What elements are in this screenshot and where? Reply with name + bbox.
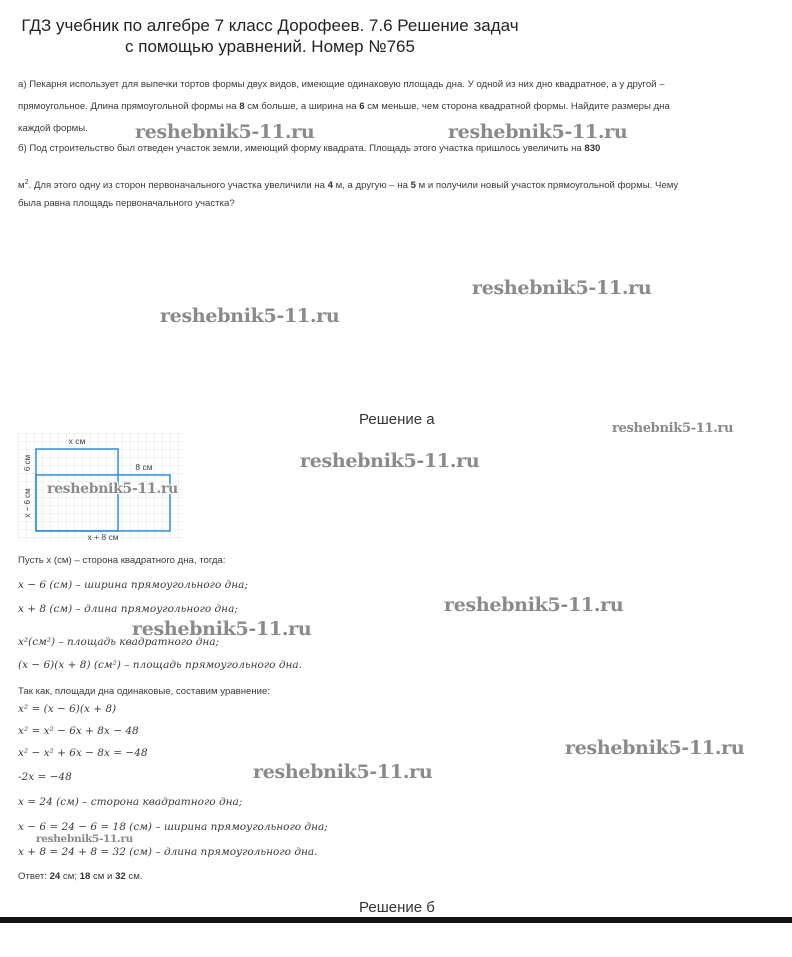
equation-4: -2x = −48 <box>18 771 72 783</box>
task-b-line-3: была равна площадь первоначального участка? <box>18 198 235 209</box>
page-title <box>20 15 520 57</box>
task-a-line-2: прямоугольное. Длина прямоугольной формы на 8 см больше, а ширина на 6 см меньше, чем сторона квадратной формы. Найдите размеры дна <box>18 101 670 112</box>
solution-line-5: (x − 6)(x + 8) (см²) – площадь прямоугольного дна. <box>18 659 302 671</box>
solution-line-6: Так как, площади дна одинаковые, составим уравнение: <box>18 686 271 697</box>
watermark: reshebnik5-11.ru <box>612 421 734 436</box>
solution-a-heading: Решение а <box>359 411 435 428</box>
title-line-1: ГДЗ учебник по алгебре 7 класс Дорофеев. 7.6 Решение задач <box>21 16 519 35</box>
task-b-line-2: $м^2$. Для этого одну из сторон первоначального участка увеличили на 4 м, а другую – на 5 м и получили новый участок прямоугольной формы. Чему <box>18 179 679 192</box>
task-a-line-3: каждой формы. <box>18 123 88 134</box>
watermark: reshebnik5-11.ru <box>565 737 745 759</box>
watermark: reshebnik5-11.ru <box>444 594 624 616</box>
watermark: reshebnik5-11.ru <box>135 121 315 143</box>
solution-line-1: Пусть x (см) – сторона квадратного дна, тогда: <box>18 555 226 566</box>
label-6: 6 см <box>23 454 32 472</box>
bottom-bar <box>0 917 792 923</box>
watermark: reshebnik5-11.ru <box>160 305 340 327</box>
watermark: reshebnik5-11.ru <box>472 277 652 299</box>
result-2: x − 6 = 24 − 6 = 18 (см) – ширина прямоугольного дна; <box>18 821 328 833</box>
watermark: reshebnik5-11.ru <box>47 481 178 497</box>
equation-2: x² = x² − 6x + 8x − 48 <box>18 725 139 737</box>
watermark: reshebnik5-11.ru <box>132 618 312 640</box>
watermark: reshebnik5-11.ru <box>300 450 480 472</box>
result-1: x = 24 (см) – сторона квадратного дна; <box>18 796 243 808</box>
solution-line-3: x + 8 (см) – длина прямоугольного дна; <box>18 603 238 615</box>
solution-line-4: x²(см²) – площадь квадратного дна; <box>18 636 220 648</box>
result-3: x + 8 = 24 + 8 = 32 (см) – длина прямоугольного дна. <box>18 846 318 858</box>
watermark: reshebnik5-11.ru <box>36 833 133 845</box>
solution-b-heading: Решение б <box>359 899 435 916</box>
task-b-line-1: б) Под строительство был отведен участок земли, имеющий форму квадрата. Площадь этого участка пришлось увеличить на 830 <box>18 143 601 154</box>
label-x-plus-8: x + 8 см <box>87 532 119 541</box>
answer-line: Ответ: 24 см; 18 см и 32 см. <box>18 871 143 882</box>
watermark: reshebnik5-11.ru <box>253 761 433 783</box>
equation-1: x² = (x − 6)(x + 8) <box>18 703 117 715</box>
equation-3: x² − x² + 6x − 8x = −48 <box>18 747 148 759</box>
watermark: reshebnik5-11.ru <box>448 121 628 143</box>
label-8: 8 см <box>135 462 153 472</box>
task-a-line-1: а) Пекарня использует для выпечки тортов формы двух видов, имеющие одинаковую площадь дна. У одной из них дно квадратное, а у другой – <box>18 79 665 90</box>
label-x-minus-6: x − 6 см <box>23 488 32 518</box>
label-x: x см <box>68 436 86 446</box>
title-line-2: с помощью уравнений. Номер №765 <box>125 37 415 56</box>
solution-line-2: x − 6 (см) – ширина прямоугольного дна; <box>18 579 248 591</box>
